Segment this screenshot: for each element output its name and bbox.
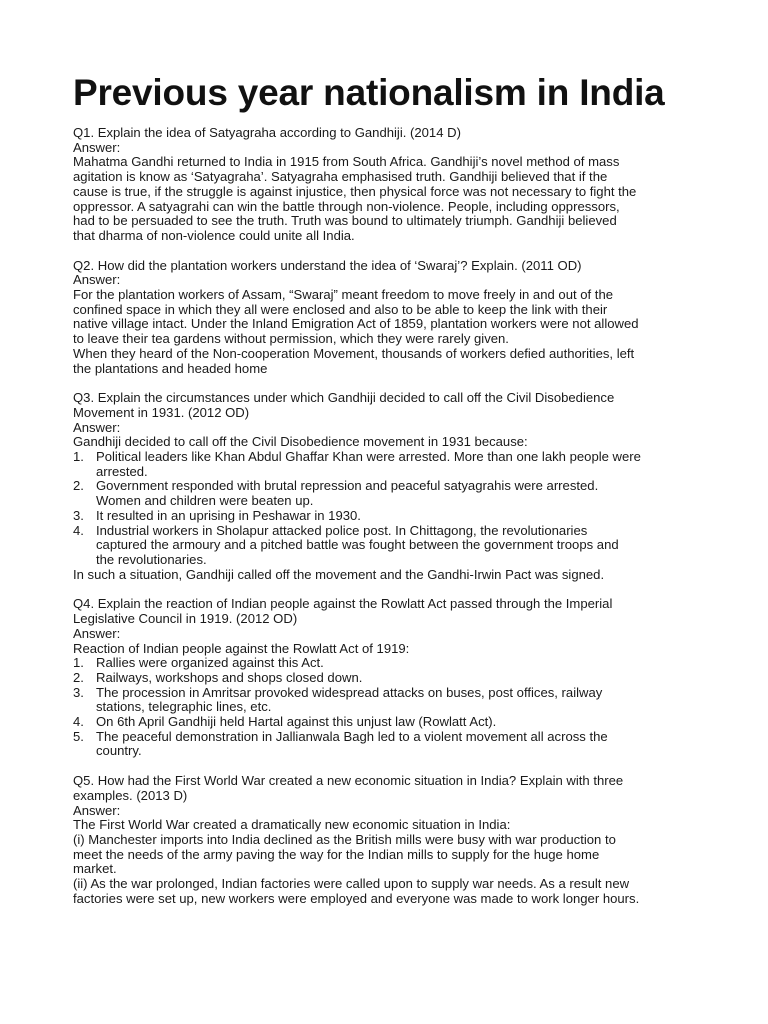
answer-line: had to be persuaded to see the truth. Truth was bound to ultimately triumph. Gandhiji believed (73, 213, 617, 229)
answer-line: (i) Manchester imports into India declined as the British mills were busy with war production to (73, 831, 616, 847)
list-item (73, 671, 705, 686)
list-item (73, 715, 705, 730)
answer-line: that dharma of non-violence could unite all India. (73, 227, 355, 243)
list-item-text: Political leaders like Khan Abdul Ghaffar Khan were arrested. More than one lakh people were arrested. (96, 449, 641, 479)
question-answer-body (73, 126, 705, 906)
question-section (73, 597, 705, 759)
question-text: Legislative Council in 1919. (2012 OD) (73, 611, 298, 627)
list-item-text: Government responded with brutal repression and peaceful satyagrahis were arrested. Women and children were beaten up. (96, 478, 599, 509)
answer-line: to leave their tea gardens without permission, which they were rarely given. (73, 331, 509, 347)
answer-line: The First World War created a dramatically new economic situation in India: (73, 817, 511, 833)
question-section (73, 774, 705, 906)
question-text: Movement in 1931. (2012 OD) (73, 404, 250, 420)
list-item-text: Industrial workers in Sholapur attacked police post. In Chittagong, the revolutionaries captured the armoury and a pitched battle was fought between the government troops and the revolutionaries. (96, 522, 619, 567)
answer-label: Answer: (73, 139, 121, 155)
question-text: examples. (2013 D) (73, 787, 188, 803)
answer-line: the plantations and headed home (73, 360, 268, 376)
answer-line: Gandhiji decided to call off the Civil Disobedience movement in 1931 because: (73, 434, 528, 450)
answer-line: (ii) As the war prolonged, Indian factories were called upon to supply war needs. As a result new (73, 876, 630, 892)
answer-label: Answer: (73, 272, 121, 288)
answer-line: meet the needs of the army paving the way for the Indian mills to supply for the huge home (73, 846, 600, 862)
list-item-text: The procession in Amritsar provoked widespread attacks on buses, post offices, railway stations, telegraphic lines, etc. (96, 684, 603, 715)
page-title: Previous year nationalism in India (73, 72, 665, 113)
list-item-number: 1. (73, 449, 84, 465)
list-item (73, 730, 705, 759)
answer-line: cause is true, if the struggle is against injustice, then physical force was not necessary to fight the (73, 183, 637, 199)
list-item-number: 1. (73, 655, 84, 671)
section-spacer (73, 582, 705, 597)
answer-label: Answer: (73, 419, 121, 435)
question-text: Q4. Explain the reaction of Indian people against the Rowlatt Act passed through the Imperial (73, 596, 613, 612)
question-section (73, 126, 705, 244)
answer-line: factories were set up, new workers were employed and everyone was made to work longer hours. (73, 890, 640, 906)
list-item-number: 3. (73, 684, 84, 700)
answer-line: confined space in which they all were enclosed and also to be able to keep the link with their (73, 301, 608, 317)
answer-label: Answer: (73, 802, 121, 818)
answer-line: Reaction of Indian people against the Rowlatt Act of 1919: (73, 640, 410, 656)
section-spacer (73, 244, 705, 259)
answer-line: agitation is know as ‘Satyagraha’. Satyagraha emphasised truth. Gandhiji believed that if the (73, 169, 608, 185)
answer-line: native village intact. Under the Inland Emigration Act of 1859, plantation workers were not allowed (73, 316, 639, 332)
question-section (73, 259, 705, 377)
section-spacer (73, 376, 705, 391)
list-item (73, 524, 705, 568)
numbered-list (73, 450, 705, 568)
question-section (73, 391, 705, 582)
list-item-number: 5. (73, 728, 84, 744)
list-item-number: 2. (73, 669, 84, 685)
list-item (73, 450, 705, 479)
answer-label: Answer: (73, 625, 121, 641)
list-item-text: Railways, workshops and shops closed down. (96, 669, 363, 685)
list-item-number: 4. (73, 522, 84, 538)
numbered-list (73, 656, 705, 759)
list-item-number: 4. (73, 714, 84, 730)
answer-line: In such a situation, Gandhiji called off the movement and the Gandhi-Irwin Pact was signed. (73, 566, 605, 582)
list-item-text: On 6th April Gandhiji held Hartal against this unjust law (Rowlatt Act). (96, 714, 497, 730)
answer-line: When they heard of the Non-cooperation Movement, thousands of workers defied authorities, left (73, 345, 635, 361)
answer-line: oppressor. A satyagrahi can win the battle through non-violence. People, including oppressors, (73, 198, 620, 214)
answer-line: market. (73, 861, 117, 877)
section-spacer (73, 759, 705, 774)
answer-line: For the plantation workers of Assam, “Swaraj” meant freedom to move freely in and out of the (73, 287, 614, 303)
list-item (73, 509, 705, 524)
list-item-number: 2. (73, 478, 84, 494)
list-item (73, 686, 705, 715)
list-item (73, 656, 705, 671)
question-text: Q1. Explain the idea of Satyagraha according to Gandhiji. (2014 D) (73, 125, 461, 140)
list-item-text: Rallies were organized against this Act. (96, 655, 324, 671)
question-text: Q2. How did the plantation workers understand the idea of ‘Swaraj’? Explain. (2011 OD) (73, 257, 582, 273)
list-item-number: 3. (73, 507, 84, 523)
list-item-text: It resulted in an uprising in Peshawar in 1930. (96, 507, 361, 523)
list-item (73, 479, 705, 508)
question-text: Q3. Explain the circumstances under which Gandhiji decided to call off the Civil Disobedience (73, 390, 615, 406)
list-item-text: The peaceful demonstration in Jallianwala Bagh led to a violent movement all across the country. (96, 728, 608, 759)
answer-line: Mahatma Gandhi returned to India in 1915 from South Africa. Gandhiji’s novel method of mass (73, 154, 620, 170)
question-text: Q5. How had the First World War created a new economic situation in India? Explain with three (73, 773, 624, 789)
